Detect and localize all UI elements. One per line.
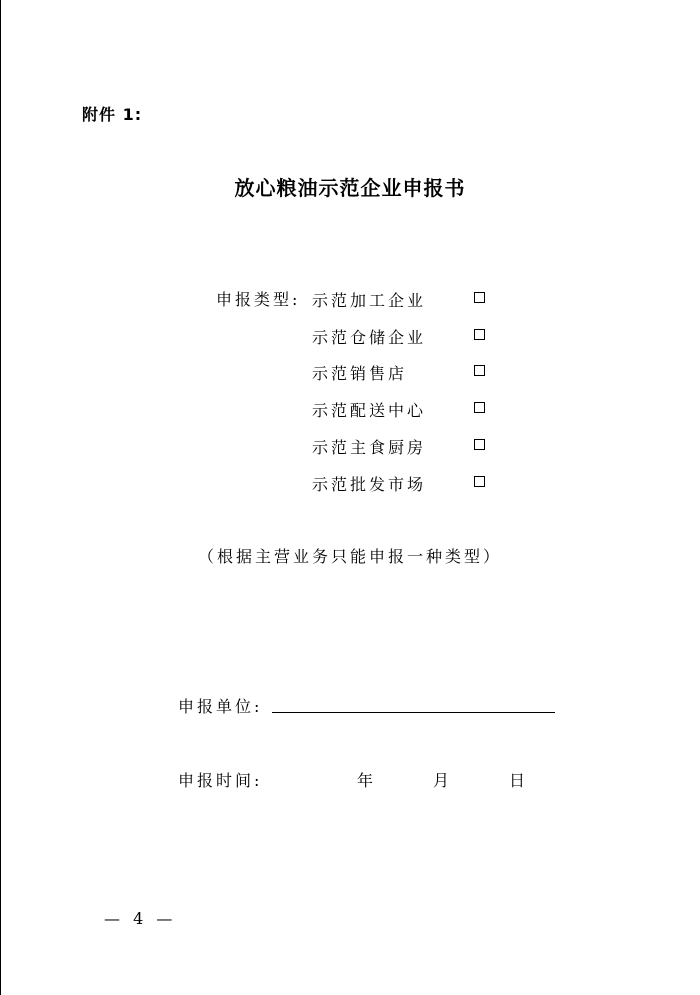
option-label: 示范仓储企业 (312, 328, 427, 347)
page-number: — 4 — (104, 909, 177, 928)
attachment-label: 附件 1: (82, 105, 143, 124)
option-checkbox[interactable] (474, 292, 485, 303)
option-label: 示范主食厨房 (312, 438, 427, 457)
option-staple-kitchen (312, 435, 492, 457)
option-label: 示范批发市场 (312, 475, 427, 494)
option-checkbox[interactable] (474, 365, 485, 376)
year-label: 年 (357, 771, 374, 790)
option-label: 示范加工企业 (312, 291, 427, 310)
page-title: 放心粮油示范企业申报书 (234, 176, 466, 200)
option-checkbox[interactable] (474, 476, 485, 487)
option-wholesale-market (312, 472, 492, 494)
option-checkbox[interactable] (474, 439, 485, 450)
option-distribution-center (312, 398, 492, 420)
declaration-note: （根据主营业务只能申报一种类型） (197, 547, 502, 566)
time-label: 申报时间: (178, 771, 263, 790)
day-label: 日 (509, 771, 526, 790)
unit-label: 申报单位: (178, 697, 263, 716)
option-label: 示范销售店 (312, 364, 408, 383)
month-label: 月 (433, 771, 450, 790)
option-sales-store (312, 361, 492, 383)
unit-input-line[interactable] (272, 712, 555, 713)
option-storage-enterprise (312, 325, 492, 347)
option-checkbox[interactable] (474, 329, 485, 340)
option-label: 示范配送中心 (312, 401, 427, 420)
option-checkbox[interactable] (474, 402, 485, 413)
option-processing-enterprise (312, 288, 492, 310)
declaration-type-label: 申报类型: (216, 290, 301, 309)
page-left-border (0, 0, 1, 995)
